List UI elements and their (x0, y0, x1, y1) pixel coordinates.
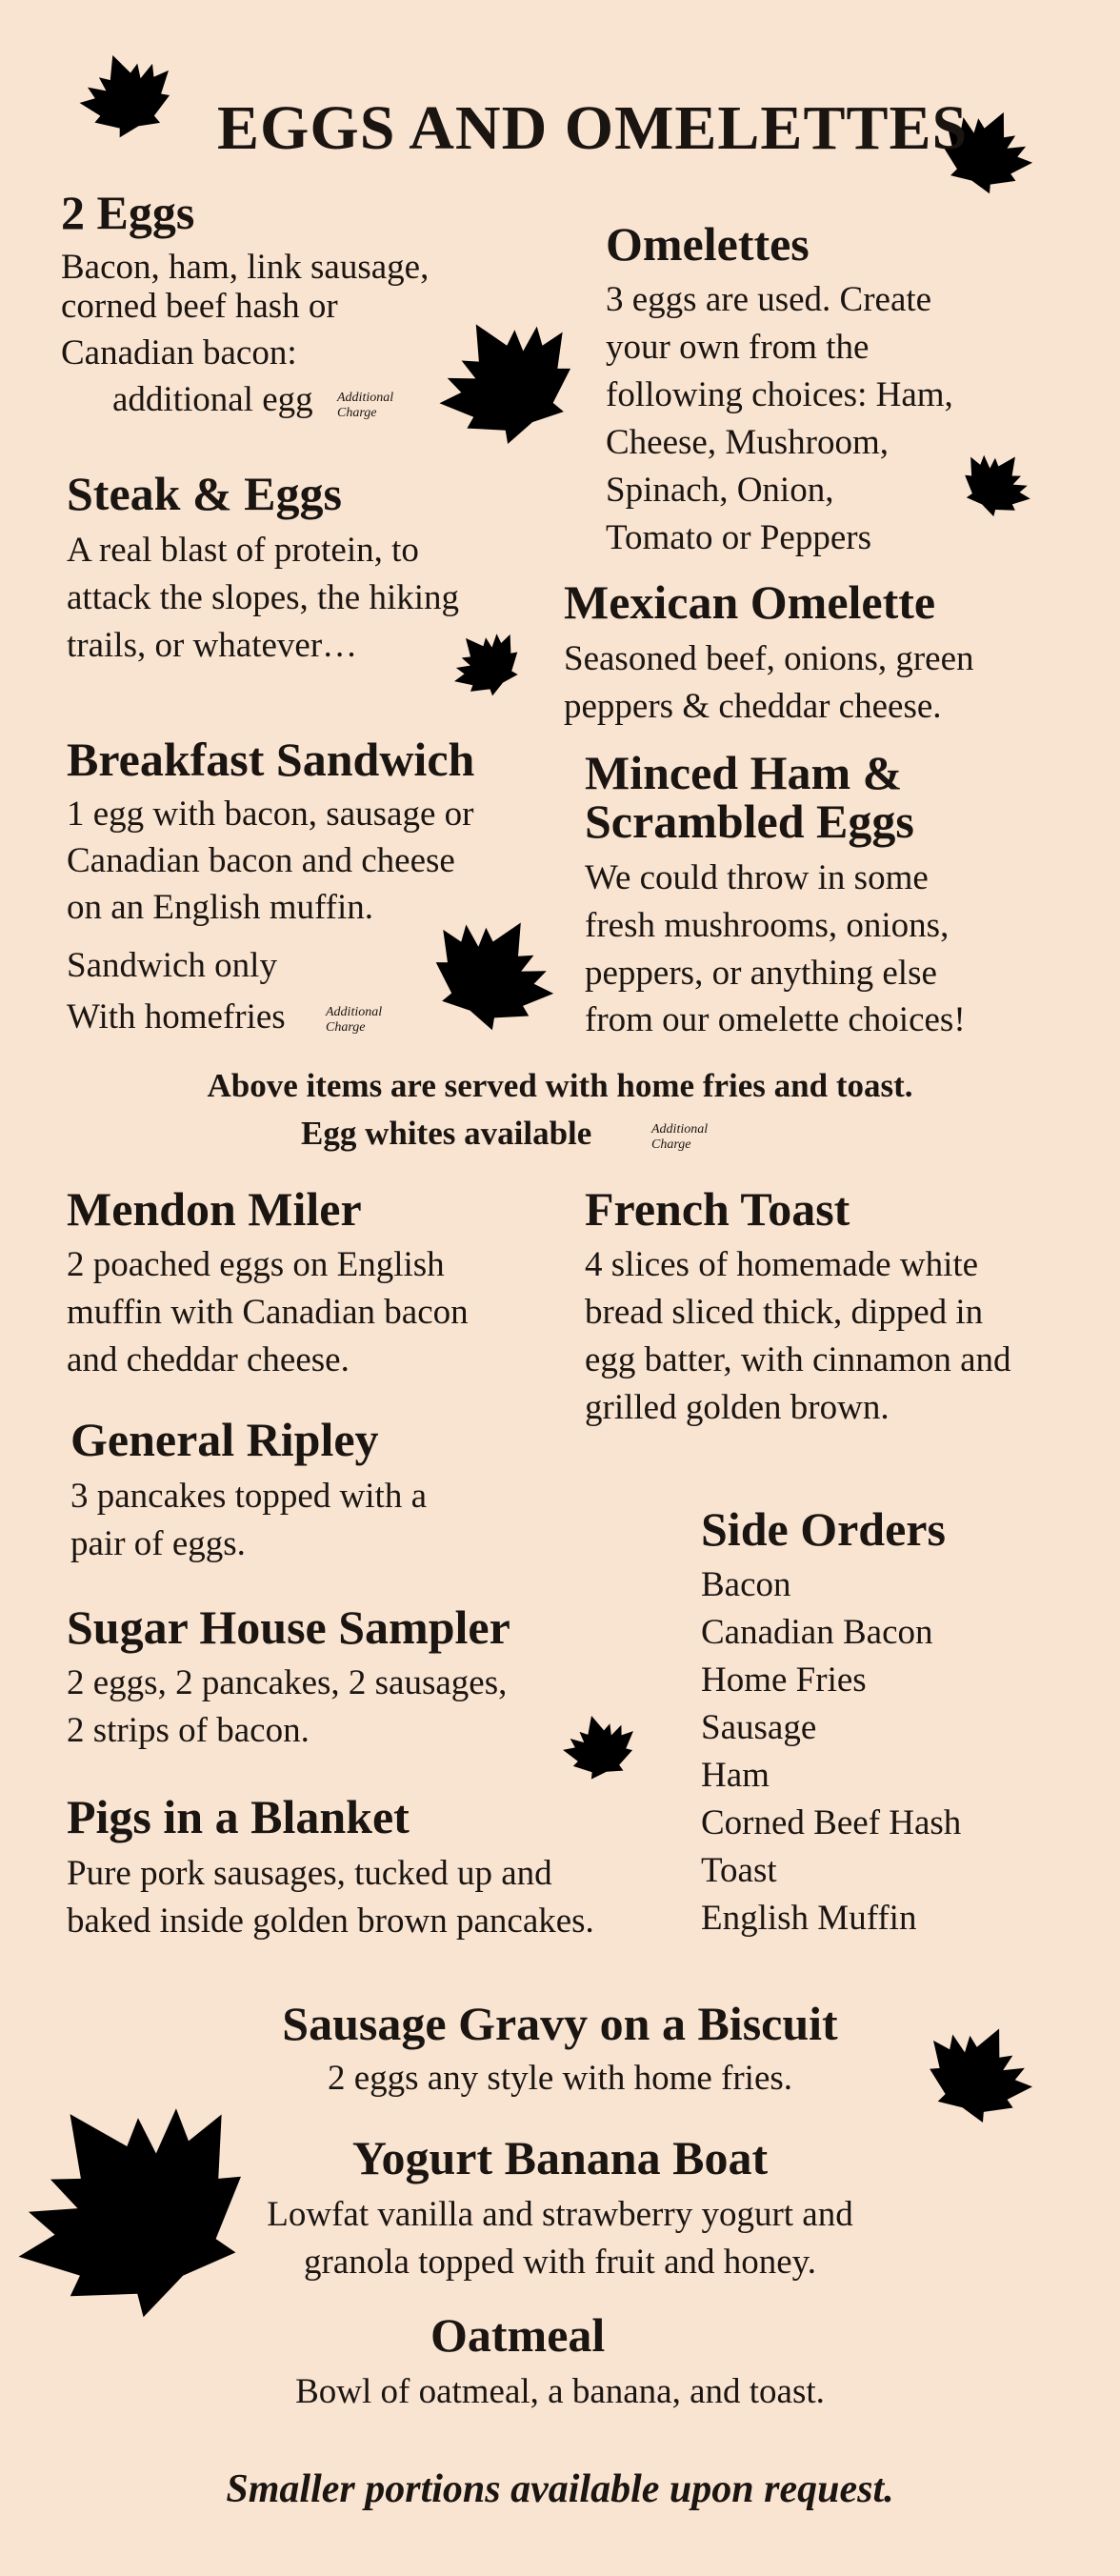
item-desc-line: granola topped with fruit and honey. (303, 2243, 817, 2282)
side-order-item: Ham (701, 1756, 770, 1795)
item-title-mexican-omelette: Mexican Omelette (564, 575, 936, 629)
item-desc-line: fresh mushrooms, onions, (585, 906, 950, 945)
item-desc-line: egg batter, with cinnamon and (585, 1340, 1011, 1379)
side-order-item: Bacon (701, 1565, 791, 1604)
maple-leaf-icon (552, 1711, 652, 1806)
item-title-2-eggs: 2 Eggs (61, 186, 195, 239)
item-title-minced-ham: Minced Ham & (585, 746, 903, 799)
item-desc-line: and cheddar cheese. (67, 1340, 350, 1379)
item-desc-line: muffin with Canadian bacon (67, 1293, 469, 1332)
item-title-steak-eggs: Steak & Eggs (67, 467, 342, 520)
item-desc-line: corned beef hash or (61, 287, 338, 326)
item-desc-line: 2 poached eggs on English (67, 1245, 445, 1284)
item-desc-line: peppers & cheddar cheese. (564, 687, 942, 726)
item-desc-line: pair of eggs. (70, 1524, 246, 1563)
served-with-note: Above items are served with home fries and toast. (207, 1067, 913, 1104)
item-desc-line: 2 eggs, 2 pancakes, 2 sausages, (67, 1663, 508, 1702)
item-title-breakfast-sandwich: Breakfast Sandwich (67, 733, 475, 786)
item-title-minced-ham-line2: Scrambled Eggs (585, 795, 914, 848)
item-desc-line: Tomato or Peppers (606, 518, 871, 557)
side-order-item: Home Fries (701, 1660, 867, 1700)
side-order-item: English Muffin (701, 1899, 917, 1938)
item-desc-line: 2 eggs any style with home fries. (327, 2059, 793, 2098)
side-order-item: Toast (701, 1851, 777, 1890)
item-desc-line: your own from the (606, 328, 870, 367)
item-title-french-toast: French Toast (585, 1182, 850, 1236)
item-desc-line: baked inside golden brown pancakes. (67, 1902, 594, 1941)
page-title: EGGS AND OMELETTES (217, 93, 969, 163)
item-title-pigs-in-a-blanket: Pigs in a Blanket (67, 1790, 410, 1843)
maple-leaf-icon (436, 307, 598, 493)
item-desc-line: Bacon, ham, link sausage, (61, 248, 430, 287)
item-option: additional egg (112, 380, 313, 419)
item-desc-line: A real blast of protein, to (67, 531, 419, 570)
item-desc-line: bread sliced thick, dipped in (585, 1293, 984, 1332)
item-desc-line: Cheese, Mushroom, (606, 423, 889, 462)
item-desc-line: Seasoned beef, onions, green (564, 639, 974, 678)
item-title-mendon-miler: Mendon Miler (67, 1182, 362, 1236)
item-desc-line: trails, or whatever… (67, 626, 358, 665)
item-option: Sandwich only (67, 946, 277, 985)
item-desc-line: 1 egg with bacon, sausage or (67, 795, 474, 834)
item-desc-line: on an English muffin. (67, 888, 374, 927)
item-title-oatmeal: Oatmeal (430, 2308, 606, 2362)
maple-leaf-icon (941, 446, 1041, 541)
maple-leaf-icon (65, 48, 198, 171)
side-order-item: Canadian Bacon (701, 1613, 933, 1652)
additional-charge-note: Additional Charge (326, 1005, 383, 1035)
maple-leaf-icon (443, 625, 543, 720)
egg-whites-note: Egg whites available (301, 1115, 592, 1152)
item-desc-line: following choices: Ham, (606, 375, 953, 414)
item-title-general-ripley: General Ripley (70, 1413, 379, 1466)
side-order-item: Corned Beef Hash (701, 1803, 962, 1842)
item-desc-line: Spinach, Onion, (606, 471, 834, 510)
item-desc-line: from our omelette choices! (585, 1000, 966, 1039)
item-desc-line: 3 pancakes topped with a (70, 1477, 427, 1516)
item-desc-line: 2 strips of bacon. (67, 1711, 310, 1750)
item-desc-line: Bowl of oatmeal, a banana, and toast. (295, 2372, 825, 2411)
item-desc-line: Pure pork sausages, tucked up and (67, 1854, 552, 1893)
additional-charge-note: Additional Charge (651, 1122, 709, 1152)
item-title-sausage-gravy: Sausage Gravy on a Biscuit (282, 1997, 838, 2050)
item-title-sugar-house-sampler: Sugar House Sampler (67, 1600, 510, 1654)
item-option: With homefries (67, 997, 286, 1036)
side-order-item: Sausage (701, 1708, 817, 1747)
item-title-yogurt-banana-boat: Yogurt Banana Boat (351, 2131, 769, 2184)
item-title-omelettes: Omelettes (606, 217, 810, 271)
item-desc-line: Lowfat vanilla and strawberry yogurt and (267, 2195, 853, 2234)
item-desc-line: 3 eggs are used. Create (606, 280, 932, 319)
maple-leaf-icon (398, 907, 570, 1074)
item-desc-line: We could throw in some (585, 858, 929, 897)
item-desc-line: attack the slopes, the hiking (67, 578, 460, 617)
item-desc-line: peppers, or anything else (585, 954, 937, 993)
footer-note: Smaller portions available upon request. (226, 2467, 894, 2511)
additional-charge-note: Additional Charge (337, 391, 394, 420)
item-desc-line: Canadian bacon and cheese (67, 841, 455, 880)
side-orders-heading: Side Orders (701, 1502, 946, 1556)
item-desc-line: Canadian bacon: (61, 333, 297, 372)
item-desc-line: 4 slices of homemade white (585, 1245, 979, 1284)
item-desc-line: grilled golden brown. (585, 1388, 890, 1427)
